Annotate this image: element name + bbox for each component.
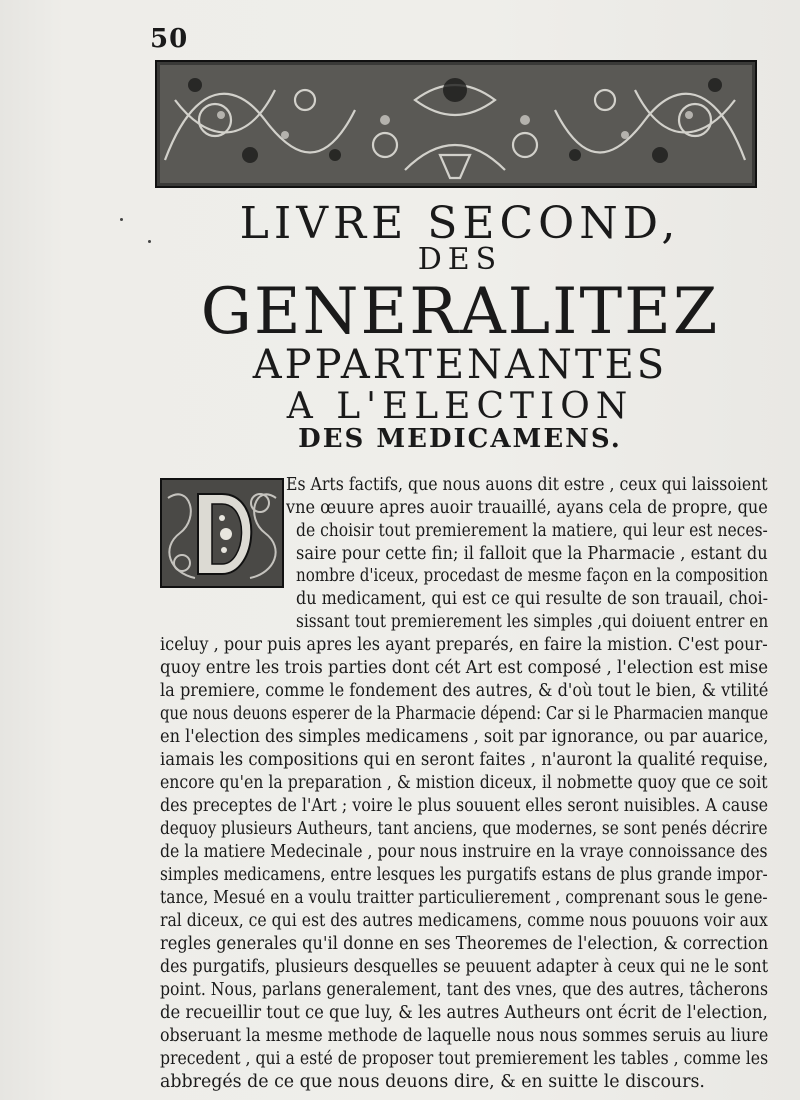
text-line: iceluy , pour puis apres les ayant preparés, en faire la mistion. C'est pour- [160, 635, 768, 655]
text-line: de recueillir tout ce que luy, & les autres Autheurs ont écrit de l'election, [160, 1003, 768, 1023]
title-des: DES [417, 242, 503, 277]
text-line: obseruant la mesme methode de laquelle nous nous sommes seruis au liure [160, 1026, 769, 1046]
text-line: tance, Mesué en a voulu traitter particulierement , comprenant sous le gene- [160, 888, 768, 908]
text-line: encore qu'en la preparation , & mistion diceux, il nobmette quoy que ce soit [160, 773, 768, 793]
text-line: iamais les compositions qui en seront faites , n'auront la qualité requise, [160, 750, 769, 770]
text-line: ral diceux, ce qui est des autres medicamens, comme nous pouuons voir aux [160, 911, 768, 931]
text-line: point. Nous, parlans generalement, tant des vnes, que des autres, tâcherons [160, 980, 769, 1000]
title-medicamens: DES MEDICAMENS. [298, 424, 622, 454]
text-line: vne œuure apres auoir trauaillé, ayans cela de propre, que [286, 498, 768, 518]
text-line: simples medicamens, entre lesques les purgatifs estans de plus grande impor- [160, 865, 768, 885]
text-line: regles generales qu'il donne en ses Theoremes de l'election, & correction [160, 934, 769, 954]
ornamental-headpiece-icon [155, 60, 757, 188]
text-line: la premiere, comme le fondement des autres, & d'où tout le bien, & vtilité [160, 681, 769, 701]
text-line: du medicament, qui est ce qui resulte de son trauail, choi- [296, 589, 769, 609]
title-livre-second: LIVRE SECOND, [239, 198, 681, 249]
decorated-initial-D-icon [160, 478, 284, 588]
text-line: des preceptes de l'Art ; voire le plus souuent elles seront nuisibles. A cause [160, 796, 769, 816]
text-line: precedent , qui a esté de proposer tout premierement les tables , comme les [160, 1049, 769, 1069]
text-line: quoy entre les trois parties dont cét Art est composé , l'election est mise [160, 658, 769, 678]
text-line: en l'election des simples medicamens , soit par ignorance, ou par auarice, [160, 727, 769, 747]
text-line: saire pour cette fin; il falloit que la Pharmacie , estant du [296, 544, 768, 564]
text-line: que nous deuons esperer de la Pharmacie dépend: Car si le Pharmacien manque [160, 704, 769, 724]
text-line: nombre d'iceux, procedast de mesme façon en la composition [296, 566, 769, 586]
text-line: des purgatifs, plusieurs desquelles se peuuent adapter à ceux qui ne le sont [160, 957, 769, 977]
text-line: sissant tout premierement les simples ,qui doiuent entrer en [296, 612, 769, 632]
title-appartenantes: APPARTENANTES [252, 342, 668, 388]
title-generalitez: GENERALITEZ [200, 275, 720, 349]
text-line: dequoy plusieurs Autheurs, tant anciens, que modernes, se sont penés décrire [160, 819, 768, 839]
ink-mark [120, 218, 123, 221]
page-number: 50 [150, 24, 189, 54]
text-line: Es Arts factifs, que nous auons dit estre , ceux qui laissoient [286, 475, 768, 495]
text-line: abbregés de ce que nous deuons dire, & en suitte le discours. [160, 1072, 705, 1092]
text-line: de la matiere Medecinale , pour nous instruire en la vraye connoissance des [160, 842, 768, 862]
text-line: de choisir tout premierement la matiere, qui leur est neces- [296, 521, 768, 541]
title-election: A L'ELECTION [286, 386, 634, 427]
